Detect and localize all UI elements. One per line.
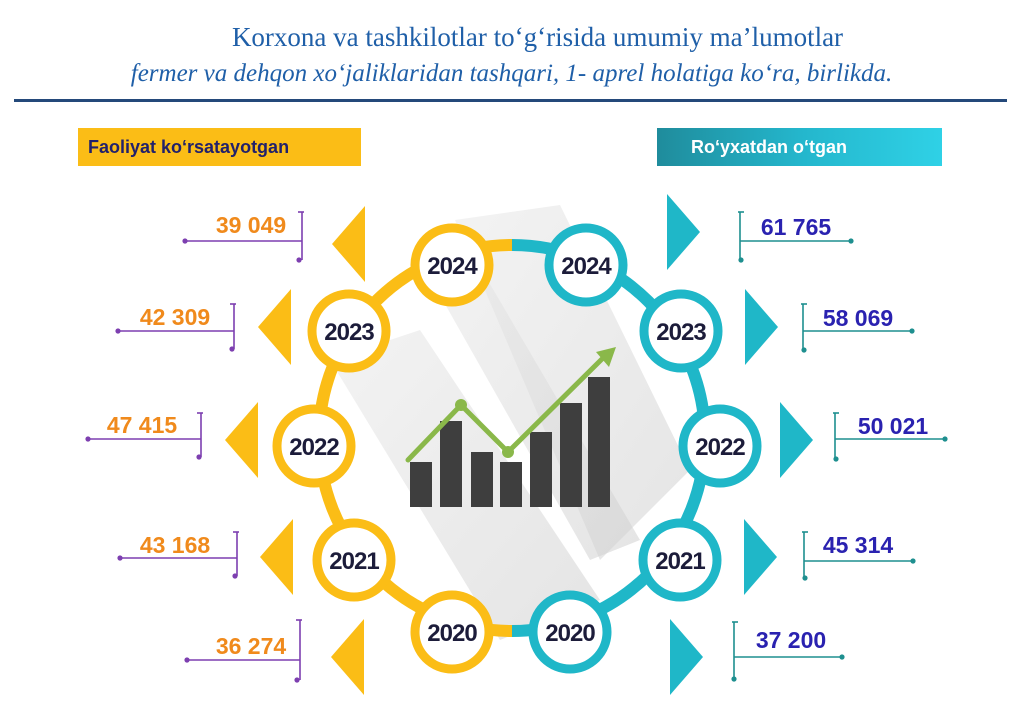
year-label-active: 2020: [427, 620, 477, 647]
value-label-active: 39 049: [215, 212, 287, 238]
year-label-active: 2021: [329, 548, 379, 575]
pointer-registered-2024: [667, 194, 700, 270]
leader-dot-active-2023: [115, 328, 120, 333]
value-label-registered: 50 021: [857, 413, 929, 439]
leader-dot-active-2021: [117, 555, 122, 560]
pointer-registered-2023: [745, 289, 778, 365]
pointer-active-2021: [260, 519, 293, 595]
leader-dot2-active-2023: [229, 346, 234, 351]
year-label-active: 2024: [427, 253, 477, 280]
leader-dot-registered-2023: [909, 328, 914, 333]
value-label-active: 47 415: [106, 412, 178, 438]
year-label-registered: 2024: [561, 253, 611, 280]
pointer-registered-2021: [744, 519, 777, 595]
page-title: Korxona va tashkilotlar to‘g‘risida umumiy ma’lumotlar: [231, 22, 844, 52]
icon-bar-3: [471, 452, 493, 507]
value-label-active: 42 309: [139, 304, 211, 330]
leader-dot2-registered-2023: [801, 347, 806, 352]
leader-dot2-registered-2024: [738, 257, 743, 262]
icon-bar-1: [410, 462, 432, 507]
value-label-registered: 61 765: [760, 214, 832, 240]
pointer-active-2022: [225, 402, 258, 478]
leader-dot-registered-2021: [910, 558, 915, 563]
icon-bar-5: [530, 432, 552, 507]
icon-dot-dip: [502, 446, 514, 458]
leader-dot2-active-2020: [294, 677, 299, 682]
pointer-active-2024: [332, 206, 365, 282]
value-label-active: 36 274: [215, 633, 287, 659]
leader-dot-active-2024: [182, 238, 187, 243]
value-label-registered: 45 314: [822, 532, 894, 558]
icon-dot-peak: [455, 399, 467, 411]
leader-dot-registered-2024: [848, 238, 853, 243]
year-label-registered: 2022: [695, 434, 745, 461]
pointer-registered-2020: [670, 619, 703, 695]
leader-dot2-registered-2022: [833, 456, 838, 461]
value-label-active: 43 168: [139, 532, 211, 558]
page-subtitle: fermer va dehqon xo‘jaliklaridan tashqari, 1- aprel holatiga ko‘ra, birlikda.: [130, 60, 893, 87]
value-label-registered: 37 200: [755, 627, 827, 653]
leader-dot2-active-2022: [196, 454, 201, 459]
leader-dot-registered-2022: [942, 436, 947, 441]
pointer-active-2023: [258, 289, 291, 365]
leader-dot2-registered-2020: [731, 676, 736, 681]
leader-dot2-active-2021: [232, 573, 237, 578]
leader-dot2-registered-2021: [802, 575, 807, 580]
pointer-registered-2022: [780, 402, 813, 478]
icon-bar-2: [440, 421, 462, 507]
year-label-registered: 2020: [545, 620, 595, 647]
leader-dot-registered-2020: [839, 654, 844, 659]
year-label-active: 2022: [289, 434, 339, 461]
value-label-registered: 58 069: [822, 305, 894, 331]
icon-bar-6: [560, 403, 582, 507]
leader-dot-active-2020: [184, 657, 189, 662]
legend-active-label: Faoliyat ko‘rsatayotgan: [88, 136, 290, 157]
icon-bar-7: [588, 377, 610, 507]
leader-dot2-active-2024: [296, 257, 301, 262]
year-label-registered: 2021: [655, 548, 705, 575]
year-label-active: 2023: [324, 319, 374, 346]
icon-bar-4: [500, 462, 522, 507]
year-label-registered: 2023: [656, 319, 706, 346]
leader-dot-active-2022: [85, 436, 90, 441]
legend-registered-label: Ro‘yxatdan o‘tgan: [691, 136, 848, 157]
pointer-active-2020: [331, 619, 364, 695]
